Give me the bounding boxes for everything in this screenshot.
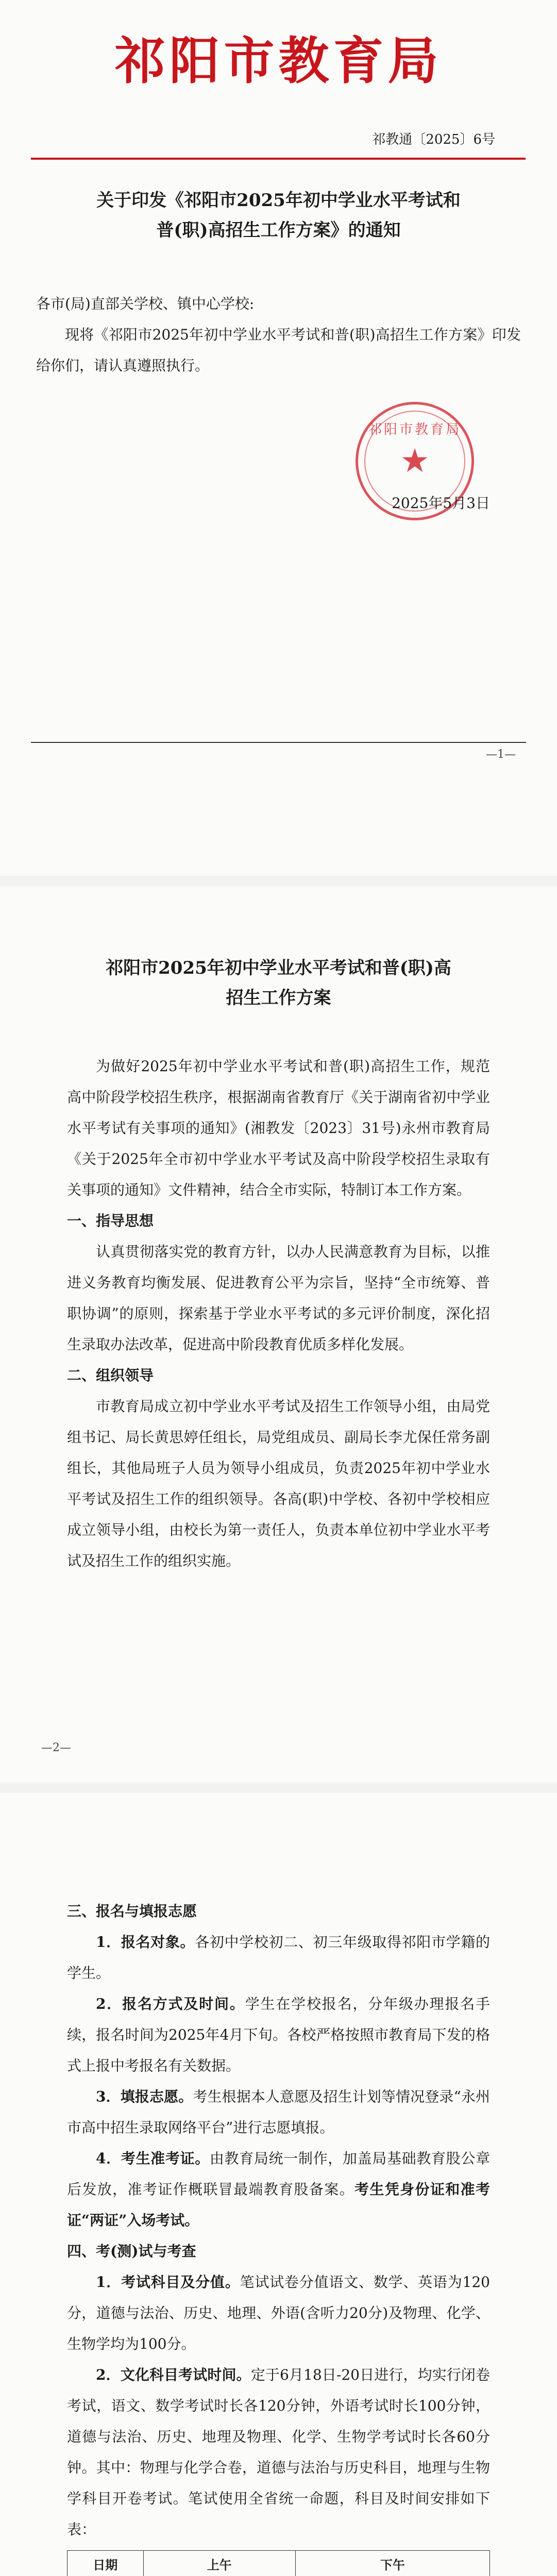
star-icon: ★ <box>400 442 430 480</box>
plan-title-line1: 祁阳市2025年初中学业水平考试和普(职)高 <box>106 958 451 978</box>
page-number: —2— <box>41 1741 71 1754</box>
page-1 <box>0 0 557 876</box>
official-seal-text: 祁阳市教育局 <box>368 422 461 437</box>
table-header-cell: 日期 <box>67 2551 144 2576</box>
page-2 <box>0 886 557 1783</box>
section-4-item-2 <box>67 2360 490 2545</box>
page-3 <box>0 1793 557 2576</box>
doc-number: 祁教通〔2025〕6号 <box>372 132 495 147</box>
item-text: 由教育局统一制作，加盖局基础教育股公章后发放，准考证作概联冒最端教育股备案。 <box>67 2150 490 2198</box>
item-label: 1．报名对象。 <box>96 1934 195 1951</box>
section-body-1: 认真贯彻落实党的教育方针，以办人民满意教育为目标，以推进义务教育均衡发展、促进教育公平为宗旨，坚持“全市统筹、普职协调”的原则，探索基于学业水平考试的多元评价制度，深化招生录取办法改革，促进高中阶段教育优质多样化发展。 <box>67 1243 490 1353</box>
section-body-2: 市教育局成立初中学业水平考试及招生工作领导小组，由局党组书记、局长黄思婷任组长，局党组成员、副局长李尤保任常务副组长，其他局班子人员为领导小组成员，负责2025年初中学业水平考试及招生工作的组织领导。各高(职)中学校、各初中学校相应成立领导小组，由校长为第一责任人，负责本单位初中学业水平考试及招生工作的组织实施。 <box>67 1398 490 1569</box>
section-heading-2: 二、组织领导 <box>67 1367 154 1384</box>
item-label: 2．报名方式及时间。 <box>96 1995 245 2012</box>
section-3-item-4 <box>67 2143 490 2236</box>
item-label: 1．考试科目及分值。 <box>96 2274 240 2291</box>
item-label: 3．填报志愿。 <box>96 2088 193 2105</box>
item-text: 学生在学校报名，分年级办理报名手续，报名时间为2025年4月下旬。各校严格按照市教育局下发的格式上报中考报名有关数据。 <box>67 1995 490 2074</box>
exam-schedule-table <box>67 2550 490 2576</box>
item-text: 定于6月18日-20日进行，均实行闭卷考试，语文、数学考试时长各120分钟，外语考试时长100分钟，道德与法治、历史、地理及物理、化学、生物学考试时长各60分钟。 <box>67 2366 490 2476</box>
section-3-item-1 <box>67 1927 490 1989</box>
section-heading-4: 四、考(测)试与考查 <box>67 2243 196 2260</box>
item-text: 笔试试卷分值语文、数学、英语为120分，道德与法治、历史、地理、外语(含听力20分)及物理、化学、生物学均为100分。 <box>67 2274 490 2352</box>
section-heading-3: 三、报名与填报志愿 <box>67 1903 197 1920</box>
table-header-row <box>67 2551 490 2576</box>
notice-recipients: 各市(局)直部关学校、镇中心学校: <box>36 295 255 312</box>
section-3-item-3 <box>67 2081 490 2143</box>
table-header-cell: 下午 <box>295 2551 490 2576</box>
item-text: 各初中学校初二、初三年级取得祁阳市学籍的学生。 <box>67 1934 490 1981</box>
table-header-cell: 上午 <box>143 2551 295 2576</box>
notice-body: 现将《祁阳市2025年初中学业水平考试和普(职)高招生工作方案》印发给你们，请认真遵照执行。 <box>36 326 521 374</box>
section-heading-1: 一、指导思想 <box>67 1212 154 1229</box>
page-number: —1— <box>486 748 516 761</box>
item-text: 考生根据本人意愿及招生计划等情况登录“永州市高中招生录取网络平台”进行志愿填报。 <box>67 2088 490 2136</box>
notice-title-line2: 普(职)高招生工作方案》的通知 <box>156 220 401 241</box>
notice-date: 2025年5月3日 <box>392 495 490 512</box>
notice-title-line1: 关于印发《祁阳市2025年初中学业水平考试和 <box>96 190 461 211</box>
plan-intro: 为做好2025年初中学业水平考试和普(职)高招生工作，规范高中阶段学校招生秩序，根据湖南省教育厅《关于湖南省初中学业水平考试有关事项的通知》(湘教发〔2023〕31号)永州市教育局《关于2025年全市初中学业水平考试及高中阶段学校招生录取有关事项的通知》文件精神，结合全市实际，特制订本工作方案。 <box>67 1058 490 1198</box>
item-emphasis: 考生凭身份证和准考证“两证”入场考试。 <box>67 2181 490 2229</box>
item-label: 4．考生准考证。 <box>96 2150 210 2167</box>
item-label: 2．文化科目考试时间。 <box>96 2366 251 2383</box>
footer-rule <box>31 742 526 743</box>
red-divider <box>31 158 526 160</box>
section-4-item-1 <box>67 2267 490 2360</box>
agency-header: 祁阳市教育局 <box>114 31 443 91</box>
item-text-tail: 其中：物理与化学合卷，道德与法治与历史科目，地理与生物学科目开卷考试。笔试使用全省统一命题，科目及时间安排如下表： <box>67 2459 490 2538</box>
section-3-item-2 <box>67 1989 490 2081</box>
plan-title-line2: 招生工作方案 <box>226 988 331 1008</box>
